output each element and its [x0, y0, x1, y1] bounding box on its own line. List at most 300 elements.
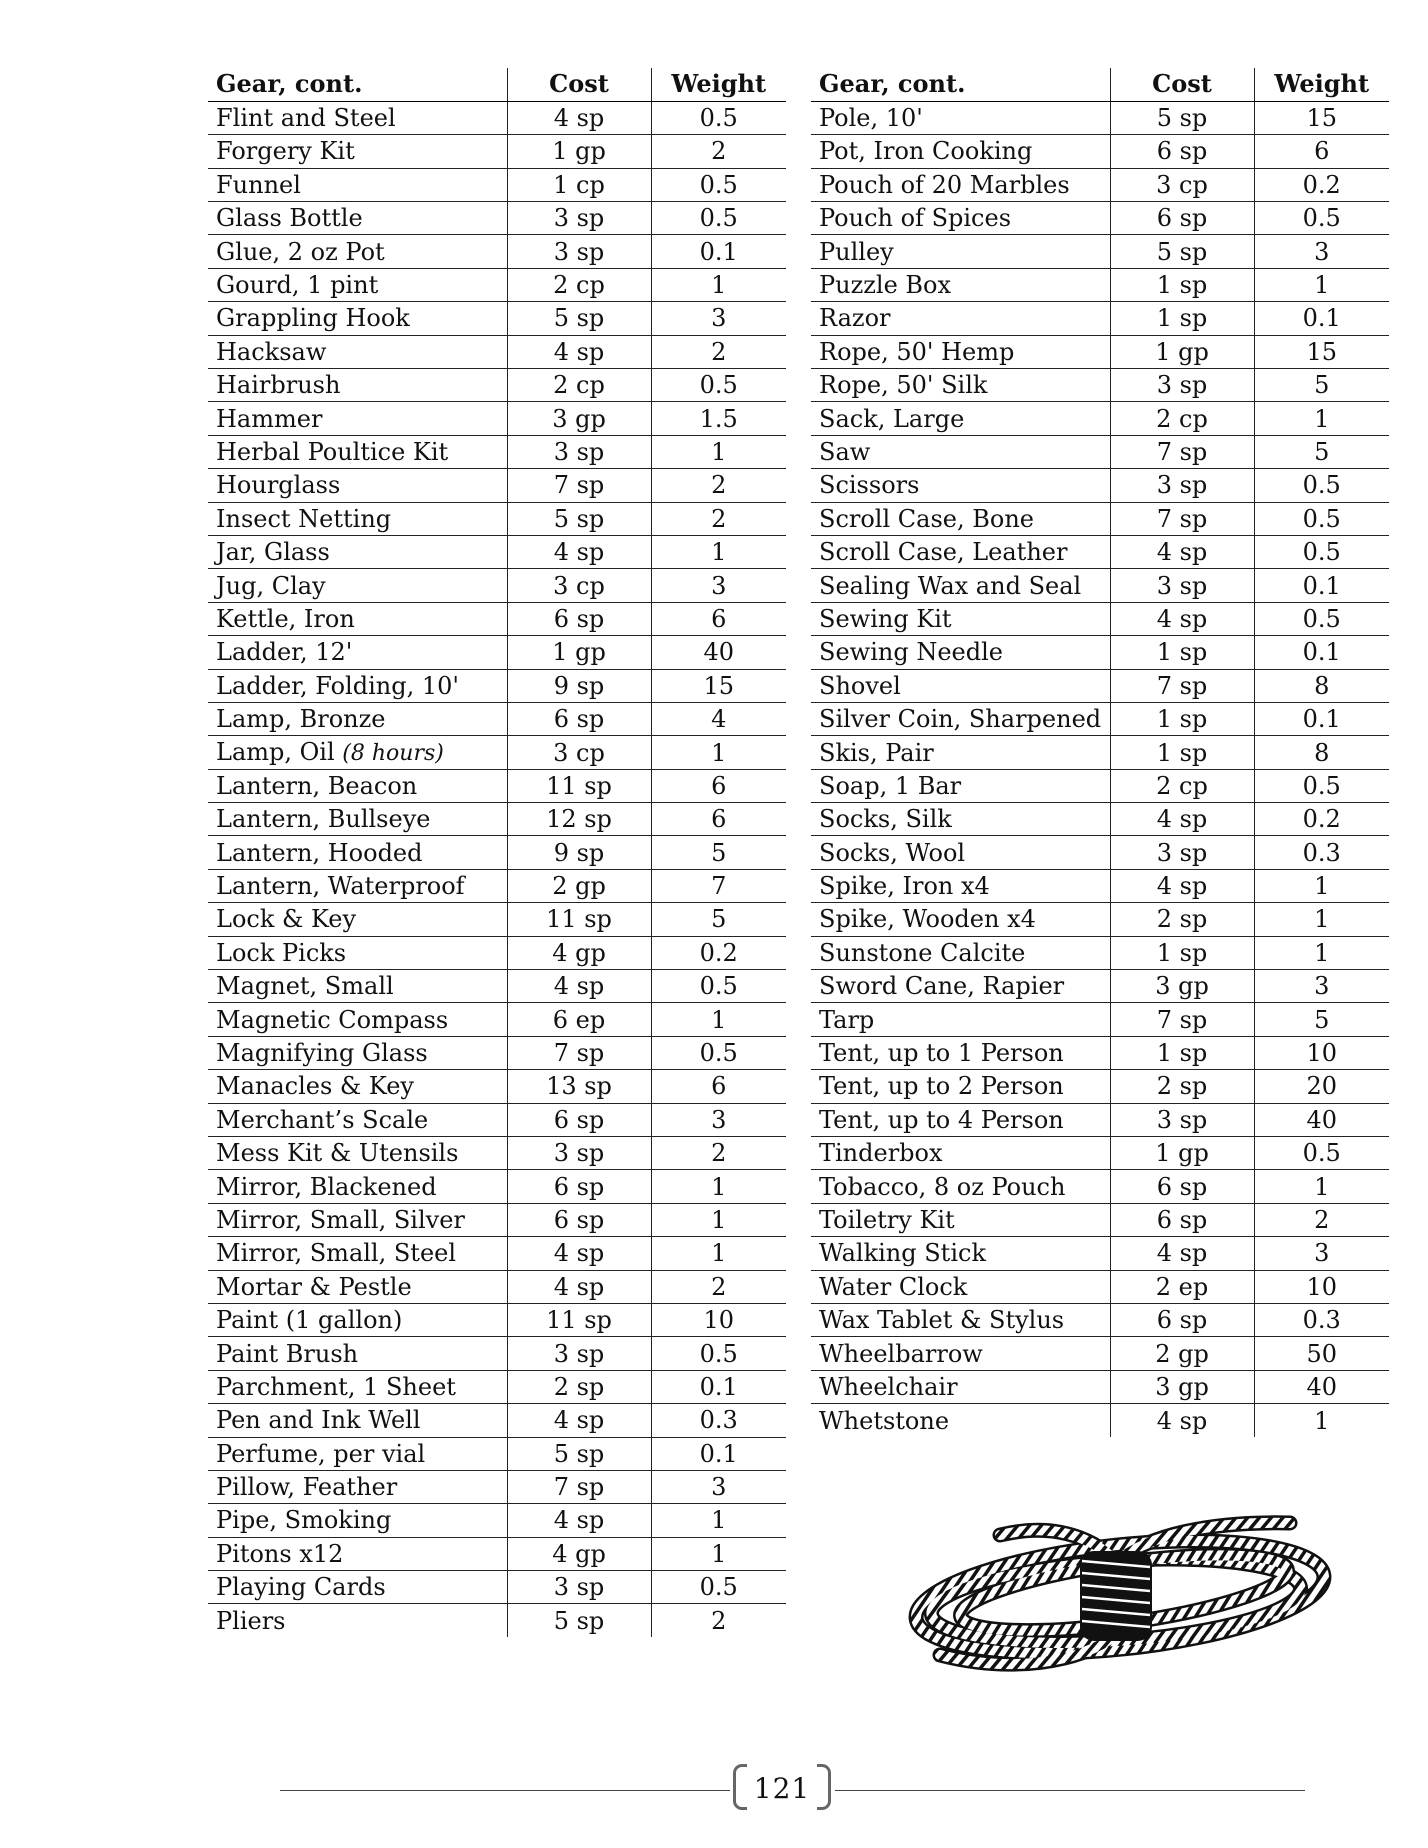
cost-cell: 1 sp: [1110, 302, 1254, 335]
weight-cell: 0.5: [1254, 1137, 1389, 1170]
table-row: [208, 101, 786, 134]
item-name-cell: [208, 803, 507, 836]
table-row: [811, 268, 1389, 301]
table-row: [811, 1003, 1389, 1036]
item-name: Flint and Steel: [216, 104, 396, 133]
item-name: Kettle, Iron: [216, 604, 355, 633]
left-brace-icon: [733, 1764, 747, 1810]
cost-cell: 11 sp: [507, 903, 651, 936]
weight-cell: 1: [1254, 268, 1389, 301]
weight-cell: 3: [651, 302, 786, 335]
cost-cell: 3 sp: [1110, 1103, 1254, 1136]
cost-cell: 6 sp: [507, 602, 651, 635]
item-name: Sewing Needle: [819, 638, 1003, 667]
cost-cell: 4 sp: [507, 101, 651, 134]
weight-cell: 0.5: [651, 1036, 786, 1069]
cost-cell: 3 gp: [1110, 1370, 1254, 1403]
item-name-cell: [811, 101, 1110, 134]
cost-cell: 3 sp: [507, 1137, 651, 1170]
right-brace-icon: [817, 1764, 831, 1810]
item-name: Spike, Wooden x4: [819, 905, 1036, 934]
item-name-cell: [208, 1404, 507, 1437]
item-name: Mirror, Small, Steel: [216, 1239, 457, 1268]
item-name-cell: [811, 469, 1110, 502]
table-row: [208, 1470, 786, 1503]
table-row: [208, 535, 786, 568]
table-row: [208, 369, 786, 402]
weight-cell: 0.1: [651, 1370, 786, 1403]
cost-cell: 5 sp: [507, 1437, 651, 1470]
table-row: [208, 469, 786, 502]
item-name-cell: [811, 535, 1110, 568]
weight-cell: 1: [651, 1504, 786, 1537]
item-name: Silver Coin, Sharpened: [819, 705, 1102, 734]
item-name-cell: [208, 1604, 507, 1637]
weight-cell: 1: [651, 435, 786, 468]
table-row: [208, 335, 786, 368]
item-name-cell: [811, 1170, 1110, 1203]
table-row: [811, 669, 1389, 702]
item-name: Jug, Clay: [216, 571, 326, 600]
weight-cell: 0.5: [651, 369, 786, 402]
item-name: Lantern, Bullseye: [216, 805, 431, 834]
item-name-cell: [208, 936, 507, 969]
table-row: [208, 1303, 786, 1336]
table-row: [208, 1571, 786, 1604]
table-row: [811, 235, 1389, 268]
cost-cell: 3 cp: [507, 736, 651, 769]
item-name: Parchment, 1 Sheet: [216, 1372, 456, 1401]
item-name: Playing Cards: [216, 1573, 386, 1602]
table-row: [208, 803, 786, 836]
item-name: Skis, Pair: [819, 738, 934, 767]
weight-cell: 0.1: [651, 1437, 786, 1470]
cost-cell: 11 sp: [507, 769, 651, 802]
cost-cell: 6 ep: [507, 1003, 651, 1036]
item-name: Lantern, Hooded: [216, 838, 423, 867]
weight-cell: 5: [1254, 1003, 1389, 1036]
cost-cell: 7 sp: [507, 469, 651, 502]
item-name-cell: [208, 502, 507, 535]
item-name-cell: [208, 435, 507, 468]
item-name: Water Clock: [819, 1272, 968, 1301]
item-name-cell: [208, 101, 507, 134]
cost-cell: 6 sp: [1110, 1170, 1254, 1203]
item-name: Mortar & Pestle: [216, 1272, 412, 1301]
cost-cell: 1 sp: [1110, 936, 1254, 969]
cost-cell: 1 gp: [1110, 335, 1254, 368]
cost-cell: 5 sp: [507, 1604, 651, 1637]
weight-cell: 1: [1254, 402, 1389, 435]
weight-cell: 15: [1254, 335, 1389, 368]
cost-cell: 13 sp: [507, 1070, 651, 1103]
table-row: [208, 936, 786, 969]
weight-cell: 6: [651, 1070, 786, 1103]
item-name-cell: [811, 1370, 1110, 1403]
footer-rule-left: [280, 1790, 730, 1791]
item-name: Magnetic Compass: [216, 1005, 449, 1034]
table-row: [811, 1370, 1389, 1403]
table-row: [811, 135, 1389, 168]
table-row: [208, 1437, 786, 1470]
cost-cell: 1 sp: [1110, 1036, 1254, 1069]
item-name-cell: [811, 235, 1110, 268]
item-name-cell: [208, 369, 507, 402]
cost-cell: 3 cp: [507, 569, 651, 602]
item-name: Tent, up to 1 Person: [819, 1039, 1064, 1068]
cost-cell: 2 cp: [507, 369, 651, 402]
item-name: Paint (1 gallon): [216, 1306, 403, 1335]
gear-table-left: [208, 68, 786, 1637]
item-name: Sewing Kit: [819, 604, 952, 633]
item-name: Sword Cane, Rapier: [819, 972, 1065, 1001]
weight-cell: 5: [651, 903, 786, 936]
item-name-cell: [208, 469, 507, 502]
table-row: [811, 168, 1389, 201]
item-name-cell: [811, 402, 1110, 435]
item-name-cell: [208, 869, 507, 902]
item-name-cell: [208, 970, 507, 1003]
weight-cell: 6: [1254, 135, 1389, 168]
item-name-cell: [811, 1337, 1110, 1370]
table-row: [208, 502, 786, 535]
item-name-cell: [811, 369, 1110, 402]
cost-cell: 3 sp: [1110, 369, 1254, 402]
coiled-rope-icon: [880, 1505, 1360, 1695]
item-name-cell: [811, 1137, 1110, 1170]
item-name: Scroll Case, Bone: [819, 504, 1034, 533]
table-row: [811, 1270, 1389, 1303]
weight-cell: 0.1: [651, 235, 786, 268]
table-row: [208, 602, 786, 635]
cost-cell: 5 sp: [1110, 101, 1254, 134]
table-row: [208, 736, 786, 769]
weight-cell: 1: [651, 736, 786, 769]
item-name: Tinderbox: [819, 1139, 943, 1168]
item-name-cell: [208, 1103, 507, 1136]
weight-cell: 20: [1254, 1070, 1389, 1103]
item-name: Tent, up to 2 Person: [819, 1072, 1064, 1101]
item-name: Rope, 50' Silk: [819, 371, 988, 400]
table-row: [811, 736, 1389, 769]
item-name-cell: [208, 1337, 507, 1370]
weight-cell: 0.1: [1254, 636, 1389, 669]
item-name-cell: [811, 1404, 1110, 1437]
item-name: Socks, Silk: [819, 805, 952, 834]
weight-cell: 3: [1254, 1237, 1389, 1270]
column-header-cost: Cost: [507, 68, 651, 101]
weight-cell: 0.3: [1254, 836, 1389, 869]
item-name: Pulley: [819, 237, 894, 266]
item-name: Pillow, Feather: [216, 1473, 398, 1502]
item-name-cell: [811, 168, 1110, 201]
column-header-item: Gear, cont.: [208, 68, 507, 101]
weight-cell: 0.3: [1254, 1303, 1389, 1336]
item-name: Scissors: [819, 471, 920, 500]
item-name: Paint Brush: [216, 1339, 359, 1368]
cost-cell: 4 sp: [507, 535, 651, 568]
cost-cell: 1 sp: [1110, 636, 1254, 669]
item-name-cell: [208, 1203, 507, 1236]
item-name-cell: [208, 1303, 507, 1336]
item-name: Saw: [819, 437, 871, 466]
cost-cell: 6 sp: [507, 1103, 651, 1136]
item-name: Pipe, Smoking: [216, 1506, 392, 1535]
column-header-weight: Weight: [1254, 68, 1389, 101]
cost-cell: 3 sp: [507, 435, 651, 468]
cost-cell: 6 sp: [507, 1170, 651, 1203]
item-name-cell: [811, 302, 1110, 335]
item-name-cell: [208, 903, 507, 936]
cost-cell: 4 sp: [507, 1404, 651, 1437]
item-name: Toiletry Kit: [819, 1205, 955, 1234]
item-name: Manacles & Key: [216, 1072, 414, 1101]
weight-cell: 8: [1254, 669, 1389, 702]
item-name: Sunstone Calcite: [819, 938, 1026, 967]
item-name-cell: [811, 1003, 1110, 1036]
cost-cell: 5 sp: [1110, 235, 1254, 268]
item-name-cell: [208, 702, 507, 735]
table-row: [208, 970, 786, 1003]
table-row: [811, 335, 1389, 368]
cost-cell: 4 sp: [1110, 535, 1254, 568]
cost-cell: 4 gp: [507, 936, 651, 969]
weight-cell: 2: [651, 1270, 786, 1303]
item-name-cell: [208, 268, 507, 301]
weight-cell: 15: [1254, 101, 1389, 134]
item-name: Lamp, Bronze: [216, 705, 386, 734]
weight-cell: 1: [651, 535, 786, 568]
cost-cell: 3 gp: [1110, 970, 1254, 1003]
cost-cell: 4 sp: [507, 1237, 651, 1270]
item-name: Lamp, Oil: [216, 738, 335, 766]
item-name: Shovel: [819, 671, 901, 700]
table-row: [811, 302, 1389, 335]
weight-cell: 2: [651, 135, 786, 168]
item-name: Sack, Large: [819, 404, 965, 433]
weight-cell: 2: [1254, 1203, 1389, 1236]
table-row: [208, 1070, 786, 1103]
weight-cell: 2: [651, 335, 786, 368]
table-row: [811, 1036, 1389, 1069]
item-name: Tarp: [819, 1005, 875, 1034]
item-name: Lock Picks: [216, 938, 347, 967]
cost-cell: 4 sp: [507, 970, 651, 1003]
item-name-cell: [208, 168, 507, 201]
item-name: Magnet, Small: [216, 972, 394, 1001]
weight-cell: 0.5: [651, 970, 786, 1003]
cost-cell: 11 sp: [507, 1303, 651, 1336]
table-row: [208, 1270, 786, 1303]
table-row: [811, 1337, 1389, 1370]
item-name: Funnel: [216, 170, 301, 199]
weight-cell: 1.5: [651, 402, 786, 435]
item-name-cell: [208, 1237, 507, 1270]
weight-cell: 3: [651, 1103, 786, 1136]
table-row: [811, 602, 1389, 635]
item-name-cell: [208, 235, 507, 268]
cost-cell: 4 sp: [507, 1504, 651, 1537]
table-row: [208, 435, 786, 468]
weight-cell: 5: [651, 836, 786, 869]
item-name-cell: [811, 1303, 1110, 1336]
item-name-cell: [811, 1036, 1110, 1069]
item-name-cell: [811, 1203, 1110, 1236]
item-name: Rope, 50' Hemp: [819, 337, 1015, 366]
item-name-cell: [811, 736, 1110, 769]
weight-cell: 10: [1254, 1270, 1389, 1303]
cost-cell: 3 cp: [1110, 168, 1254, 201]
cost-cell: 3 sp: [507, 235, 651, 268]
weight-cell: 0.5: [1254, 535, 1389, 568]
table-row: [811, 202, 1389, 235]
item-name: Walking Stick: [819, 1239, 986, 1268]
item-name-cell: [208, 302, 507, 335]
table-row: [208, 1003, 786, 1036]
weight-cell: 0.5: [1254, 769, 1389, 802]
column-header-weight: Weight: [651, 68, 786, 101]
table-row: [208, 869, 786, 902]
item-name-cell: [208, 1036, 507, 1069]
weight-cell: 2: [651, 1137, 786, 1170]
item-name-cell: [208, 1070, 507, 1103]
cost-cell: 3 sp: [1110, 569, 1254, 602]
item-name-cell: [811, 335, 1110, 368]
item-name-cell: [208, 402, 507, 435]
item-name: Insect Netting: [216, 504, 392, 533]
cost-cell: 7 sp: [1110, 1003, 1254, 1036]
weight-cell: 40: [651, 636, 786, 669]
cost-cell: 6 sp: [1110, 1203, 1254, 1236]
table-row: [811, 970, 1389, 1003]
table-row: [208, 235, 786, 268]
item-name-cell: [811, 202, 1110, 235]
table-row: [208, 836, 786, 869]
cost-cell: 4 gp: [507, 1537, 651, 1570]
weight-cell: 0.5: [1254, 602, 1389, 635]
item-name-cell: [208, 736, 507, 769]
table-row: [208, 402, 786, 435]
table-row: [811, 1170, 1389, 1203]
table-row: [811, 1137, 1389, 1170]
table-row: [811, 1237, 1389, 1270]
cost-cell: 1 gp: [1110, 1137, 1254, 1170]
cost-cell: 6 sp: [507, 702, 651, 735]
weight-cell: 0.5: [1254, 202, 1389, 235]
weight-cell: 0.1: [1254, 569, 1389, 602]
table-row: [208, 669, 786, 702]
item-name-cell: [811, 602, 1110, 635]
table-row: [811, 502, 1389, 535]
item-name-cell: [811, 636, 1110, 669]
table-row: [811, 1103, 1389, 1136]
cost-cell: 1 cp: [507, 168, 651, 201]
item-name: Lantern, Beacon: [216, 771, 418, 800]
item-name: Lock & Key: [216, 905, 357, 934]
cost-cell: 7 sp: [1110, 669, 1254, 702]
weight-cell: 0.5: [1254, 502, 1389, 535]
weight-cell: 3: [651, 569, 786, 602]
table-row: [208, 202, 786, 235]
weight-cell: 5: [1254, 435, 1389, 468]
table-row: [811, 1303, 1389, 1336]
cost-cell: 6 sp: [507, 1203, 651, 1236]
item-name: Pliers: [216, 1606, 286, 1635]
item-name: Perfume, per vial: [216, 1439, 426, 1468]
weight-cell: 15: [651, 669, 786, 702]
item-name: Forgery Kit: [216, 137, 355, 166]
weight-cell: 50: [1254, 1337, 1389, 1370]
item-name: Ladder, Folding, 10': [216, 671, 459, 700]
item-name: Lantern, Waterproof: [216, 872, 465, 901]
item-name: Mirror, Small, Silver: [216, 1205, 465, 1234]
item-name: Gourd, 1 pint: [216, 271, 379, 300]
item-name-cell: [208, 335, 507, 368]
table-row: [208, 168, 786, 201]
weight-cell: 0.5: [651, 1337, 786, 1370]
weight-cell: 1: [651, 1203, 786, 1236]
weight-cell: 1: [1254, 869, 1389, 902]
item-name-cell: [811, 1270, 1110, 1303]
weight-cell: 4: [651, 702, 786, 735]
item-name: Mess Kit & Utensils: [216, 1139, 459, 1168]
item-name-cell: [811, 435, 1110, 468]
item-name-cell: [208, 1537, 507, 1570]
item-name: Wheelchair: [819, 1372, 958, 1401]
item-name-cell: [208, 1571, 507, 1604]
item-name-cell: [811, 1103, 1110, 1136]
weight-cell: 1: [1254, 1404, 1389, 1437]
cost-cell: 7 sp: [1110, 435, 1254, 468]
item-name: Pole, 10': [819, 104, 923, 133]
weight-cell: 3: [1254, 235, 1389, 268]
item-name-cell: [208, 602, 507, 635]
item-name: Herbal Poultice Kit: [216, 437, 449, 466]
weight-cell: 0.5: [1254, 469, 1389, 502]
cost-cell: 4 sp: [507, 1270, 651, 1303]
table-row: [811, 535, 1389, 568]
weight-cell: 1: [651, 1170, 786, 1203]
weight-cell: 0.2: [651, 936, 786, 969]
cost-cell: 1 sp: [1110, 702, 1254, 735]
item-name-cell: [811, 268, 1110, 301]
cost-cell: 3 gp: [507, 402, 651, 435]
cost-cell: 1 sp: [1110, 736, 1254, 769]
cost-cell: 6 sp: [1110, 135, 1254, 168]
gear-table-right-body: [811, 101, 1389, 1437]
weight-cell: 2: [651, 469, 786, 502]
table-row: [811, 936, 1389, 969]
table-header-row: [208, 68, 786, 101]
item-name: Glass Bottle: [216, 204, 363, 233]
item-name-cell: [811, 936, 1110, 969]
weight-cell: 1: [1254, 1170, 1389, 1203]
table-row: [811, 101, 1389, 134]
item-name-cell: [811, 903, 1110, 936]
table-row: [208, 1537, 786, 1570]
page-number: 121: [753, 1772, 811, 1805]
weight-cell: 1: [651, 1537, 786, 1570]
item-name: Spike, Iron x4: [819, 872, 990, 901]
item-name-cell: [208, 836, 507, 869]
cost-cell: 2 ep: [1110, 1270, 1254, 1303]
item-name-cell: [208, 1504, 507, 1537]
item-name: Hacksaw: [216, 337, 327, 366]
table-row: [811, 836, 1389, 869]
weight-cell: 6: [651, 769, 786, 802]
cost-cell: 5 sp: [507, 302, 651, 335]
item-name-cell: [208, 1470, 507, 1503]
